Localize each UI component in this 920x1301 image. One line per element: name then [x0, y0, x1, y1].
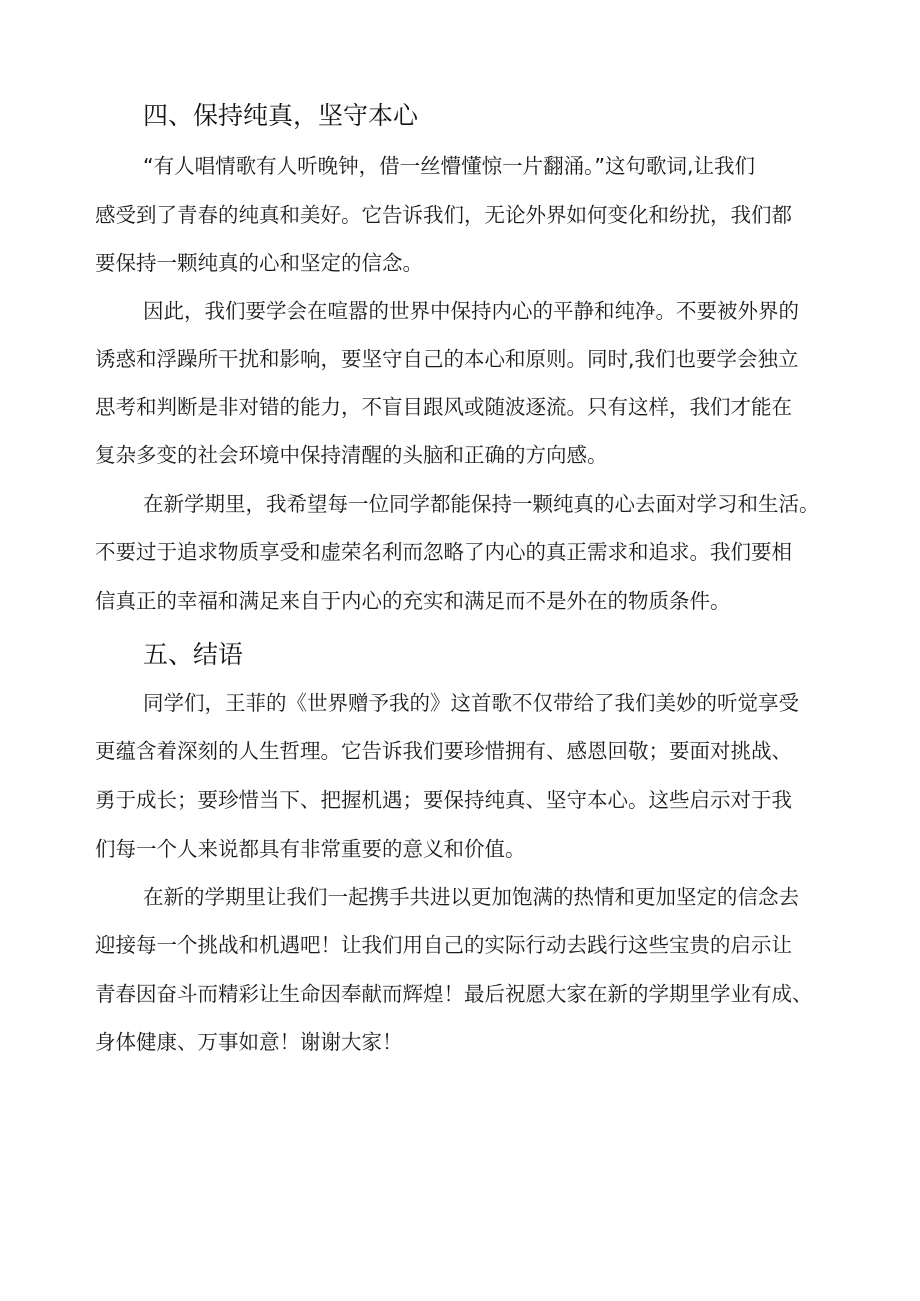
paragraph-line: 要保持一颗纯真的心和坚定的信念。	[95, 251, 423, 275]
paragraph-line: 在新学期里，我希望每一位同学都能保持一颗纯真的心去面对学习和生活。	[143, 492, 820, 516]
paragraph-line: 更蕴含着深刻的人生哲理。它告诉我们要珍惜拥有、感恩回敬；要面对挑战、	[95, 739, 792, 763]
paragraph-line: 信真正的幸福和满足来自于内心的充实和满足而不是外在的物质条件。	[95, 589, 731, 613]
section-heading-4: 四、保持纯真，坚守本心	[143, 101, 419, 130]
paragraph-line: 青春因奋斗而精彩让生命因奉献而辉煌！最后祝愿大家在新的学期里学业有成、	[95, 982, 813, 1006]
paragraph-line: 勇于成长；要珍惜当下、把握机遇；要保持纯真、坚守本心。这些启示对于我	[95, 788, 792, 812]
paragraph-line: 诱惑和浮躁所干扰和影响，要坚守自己的本心和原则。同时,我们也要学会独立	[95, 347, 799, 371]
paragraph-line: “有人唱情歌有人听晚钟，借一丝懵懂惊一片翻涌。”这句歌词,让我们	[143, 154, 756, 178]
paragraph-line: 同学们，王菲的《世界赠予我的》这首歌不仅带给了我们美妙的听觉享受	[143, 691, 799, 715]
paragraph-line: 们每一个人来说都具有非常重要的意义和价值。	[95, 837, 526, 861]
paragraph-line: 感受到了青春的纯真和美好。它告诉我们，无论外界如何变化和纷扰，我们都	[95, 203, 792, 227]
paragraph-line: 身体健康、万事如意！谢谢大家！	[95, 1030, 403, 1054]
paragraph-line: 思考和判断是非对错的能力，不盲目跟风或随波逐流。只有这样，我们才能在	[95, 395, 792, 419]
paragraph-line: 迎接每一个挑战和机遇吧！让我们用自己的实际行动去践行这些宝贵的启示让	[95, 933, 792, 957]
paragraph-line: 在新的学期里让我们一起携手共进以更加饱满的热情和更加坚定的信念去	[143, 885, 799, 909]
paragraph-line: 不要过于追求物质享受和虚荣名利而忽略了内心的真正需求和追求。我们要相	[95, 540, 792, 564]
paragraph-line: 复杂多变的社会环境中保持清醒的头脑和正确的方向感。	[95, 443, 608, 467]
paragraph-line: 因此，我们要学会在喧嚣的世界中保持内心的平静和纯净。不要被外界的	[143, 299, 799, 323]
section-heading-5: 五、结语	[143, 640, 244, 669]
